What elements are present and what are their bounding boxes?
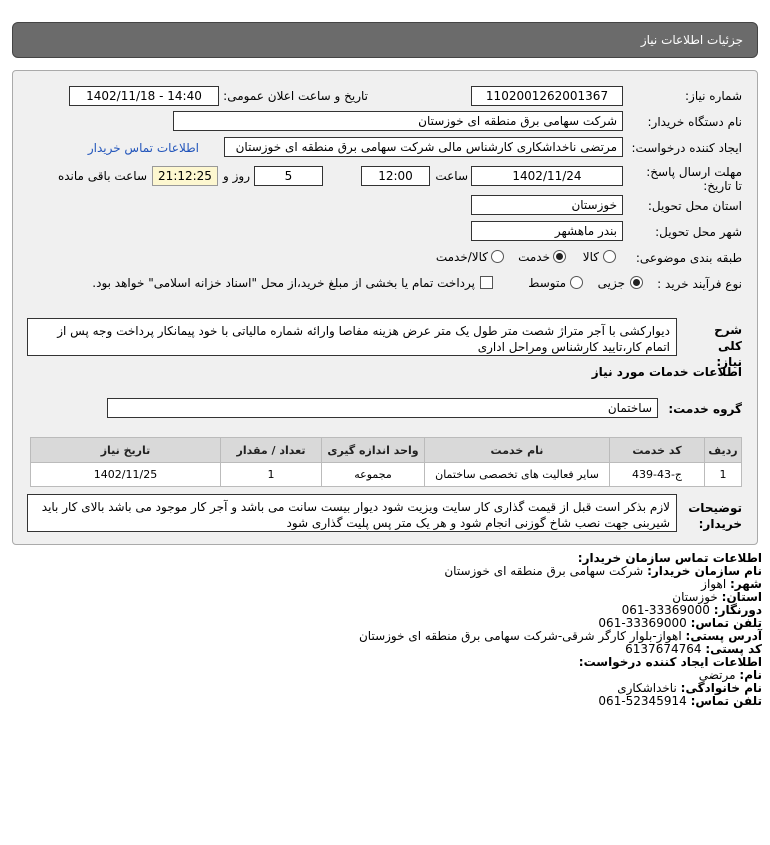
deadline-date-field: 1402/11/24 bbox=[471, 166, 623, 186]
remaining-label: ساعت باقی مانده bbox=[57, 169, 147, 183]
days-field: 5 bbox=[254, 166, 323, 186]
buyer-contact-link[interactable]: اطلاعات تماس خریدار bbox=[87, 141, 199, 155]
cell-date: 1402/11/25 bbox=[31, 463, 221, 487]
buyer-contact-city: شهر: اهواز bbox=[701, 577, 762, 591]
category-radio-goods-service[interactable] bbox=[491, 250, 504, 263]
province-field: خوزستان bbox=[471, 195, 623, 215]
category-radio-goods[interactable] bbox=[603, 250, 616, 263]
col-name: نام خدمت bbox=[425, 438, 610, 463]
cell-unit: مجموعه bbox=[322, 463, 425, 487]
announce-field: 1402/11/18 - 14:40 bbox=[69, 86, 219, 106]
creator-field: مرتضی ناخداشکاری کارشناس مالی شرکت سهامی برق منطقه ای خوزستان bbox=[224, 137, 623, 157]
buyer-contact-org: نام سازمان خریدار: شرکت سهامی برق منطقه ای خوزستان bbox=[444, 564, 762, 578]
table-row bbox=[31, 463, 742, 487]
page-header bbox=[12, 22, 758, 58]
days-label: روز و bbox=[223, 169, 250, 183]
creator-contact-title: اطلاعات ایجاد کننده درخواست: bbox=[578, 655, 762, 669]
buyer-contact-phone: تلفن تماس: 061-33369000 bbox=[598, 616, 762, 630]
buyer-org-label: نام دستگاه خریدار: bbox=[647, 115, 742, 129]
description-text: دیوارکشی با آجر متراژ شصت متر طول یک متر عرض هزینه مفاصا وارائه شماره مالیاتی با خود پیمانکار پرداخت وجه پس از اتمام کار،تایید کارشناس ومراحل اداری bbox=[27, 318, 677, 356]
buyer-contact-province: استان: خوزستان bbox=[672, 590, 762, 604]
city-label: شهر محل تحویل: bbox=[655, 225, 742, 239]
services-table bbox=[30, 437, 742, 487]
need-number-field: 1102001262001367 bbox=[471, 86, 623, 106]
col-code: کد خدمت bbox=[610, 438, 705, 463]
service-group-label: گروه خدمت: bbox=[668, 402, 742, 416]
process-label: نوع فرآیند خرید : bbox=[657, 277, 742, 291]
services-section-title: اطلاعات خدمات مورد نیاز bbox=[591, 365, 742, 379]
cell-row: 1 bbox=[705, 463, 742, 487]
category-option-goods-service: کالا/خدمت bbox=[435, 250, 488, 264]
page-title: جزئیات اطلاعات نیاز bbox=[640, 33, 743, 47]
creator-label: ایجاد کننده درخواست: bbox=[631, 141, 742, 155]
service-group-field: ساختمان bbox=[107, 398, 658, 418]
services-table-header bbox=[31, 438, 742, 463]
category-label: طبقه بندی موضوعی: bbox=[635, 251, 742, 265]
deadline-label: مهلت ارسال پاسخ: تا تاریخ: bbox=[646, 165, 742, 193]
province-label: استان محل تحویل: bbox=[647, 199, 742, 213]
category-option-service: خدمت bbox=[518, 250, 550, 264]
city-field: بندر ماهشهر bbox=[471, 221, 623, 241]
col-date: تاریخ نیاز bbox=[31, 438, 221, 463]
category-radio-service[interactable] bbox=[553, 250, 566, 263]
buyer-org-field: شرکت سهامی برق منطقه ای خوزستان bbox=[173, 111, 623, 131]
buyer-contact-title: اطلاعات تماس سازمان خریدار: bbox=[577, 551, 762, 565]
process-option-medium: متوسط bbox=[528, 276, 566, 290]
buyer-contact-address: آدرس پستی: اهواز-بلوار کارگر شرقی-شرکت سهامی برق منطقه ای خوزستان bbox=[358, 629, 762, 643]
description-label: شرح کلی نیاز: bbox=[714, 323, 742, 369]
cell-name: سایر فعالیت های تخصصی ساختمان bbox=[425, 463, 610, 487]
creator-contact-name: نام: مرتضی bbox=[698, 668, 762, 682]
creator-contact-family: نام خانوادگی: ناخداشکاری bbox=[617, 681, 762, 695]
process-radio-minor[interactable] bbox=[630, 276, 643, 289]
col-qty: تعداد / مقدار bbox=[221, 438, 322, 463]
process-option-minor: جزیی bbox=[597, 276, 625, 290]
buyer-contact-fax: دورنگار: 061-33369000 bbox=[621, 603, 762, 617]
buyer-contact-postal: کد پستی: 6137674764 bbox=[625, 642, 762, 656]
need-number-label: شماره نیاز: bbox=[685, 89, 742, 103]
treasury-note: پرداخت تمام یا بخشی از مبلغ خرید،از محل "اسناد خزانه اسلامی" خواهد بود. bbox=[92, 276, 475, 290]
deadline-time-label: ساعت bbox=[435, 169, 468, 183]
cell-code: ج-43-439 bbox=[610, 463, 705, 487]
remaining-time-field: 21:12:25 bbox=[152, 166, 218, 186]
notes-label: توضیحات خریدار: bbox=[688, 501, 742, 531]
notes-text: لازم بذکر است قبل از قیمت گذاری کار سایت ویزیت شود دیوار بیست سانت می باشد و آجر کار موجود می باشد بالای کار باید شیربنی جهت نصب شاخ گوزنی انجام شود و هر یک متر پس پلیت گذاری شود bbox=[27, 494, 677, 532]
col-unit: واحد اندازه گیری bbox=[322, 438, 425, 463]
col-row: ردیف bbox=[705, 438, 742, 463]
cell-qty: 1 bbox=[221, 463, 322, 487]
category-option-goods: کالا bbox=[582, 250, 599, 264]
creator-contact-phone: تلفن تماس: 061-52345914 bbox=[598, 694, 762, 708]
announce-label: تاریخ و ساعت اعلان عمومی: bbox=[223, 89, 368, 103]
process-radio-medium[interactable] bbox=[570, 276, 583, 289]
deadline-time-field: 12:00 bbox=[361, 166, 430, 186]
treasury-checkbox[interactable] bbox=[480, 276, 493, 289]
